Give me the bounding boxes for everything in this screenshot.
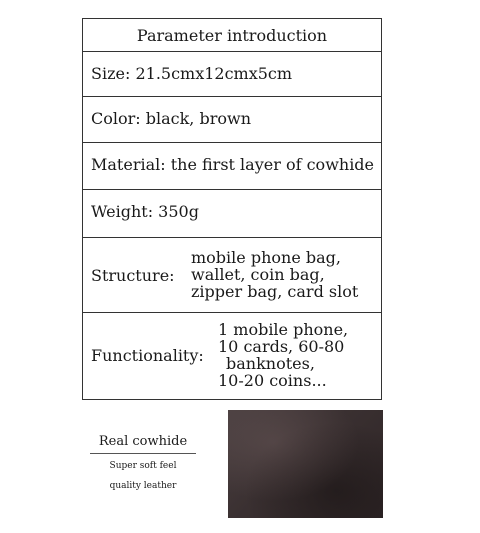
swatch-title: Real cowhide (98, 434, 188, 449)
structure-line: mobile phone bag, (191, 248, 341, 267)
structure-label: Structure: (91, 266, 175, 285)
size-text: Size: 21.5cmx12cmx5cm (91, 64, 293, 83)
weight-text: Weight: 350g (91, 202, 199, 221)
table-title: Parameter introduction (136, 26, 328, 45)
color-row (83, 97, 381, 143)
functionality-line: 10 cards, 60-80 (218, 337, 345, 356)
functionality-row (83, 313, 381, 401)
structure-row (83, 238, 381, 313)
structure-line: zipper bag, card slot (191, 282, 359, 301)
structure-values (191, 249, 358, 300)
functionality-label: Functionality: (91, 346, 204, 365)
functionality-line: banknotes, (226, 354, 315, 373)
functionality-values (218, 321, 348, 389)
leather-sample-image (228, 410, 383, 518)
swatch-divider (90, 453, 196, 454)
structure-line: wallet, coin bag, (191, 265, 325, 284)
leather-swatch-section (0, 400, 480, 533)
table-title-row (83, 19, 381, 52)
size-row (83, 52, 381, 97)
functionality-line: 1 mobile phone, (218, 320, 349, 339)
material-row (83, 143, 381, 190)
swatch-caption (88, 434, 198, 492)
swatch-line-1: Super soft feel (109, 461, 177, 471)
swatch-line-2: quality leather (109, 481, 177, 491)
parameter-table (82, 18, 382, 400)
functionality-line: 10-20 coins... (218, 371, 327, 390)
material-text: Material: the first layer of cowhide (91, 155, 375, 174)
color-text: Color: black, brown (91, 109, 251, 128)
weight-row (83, 190, 381, 238)
